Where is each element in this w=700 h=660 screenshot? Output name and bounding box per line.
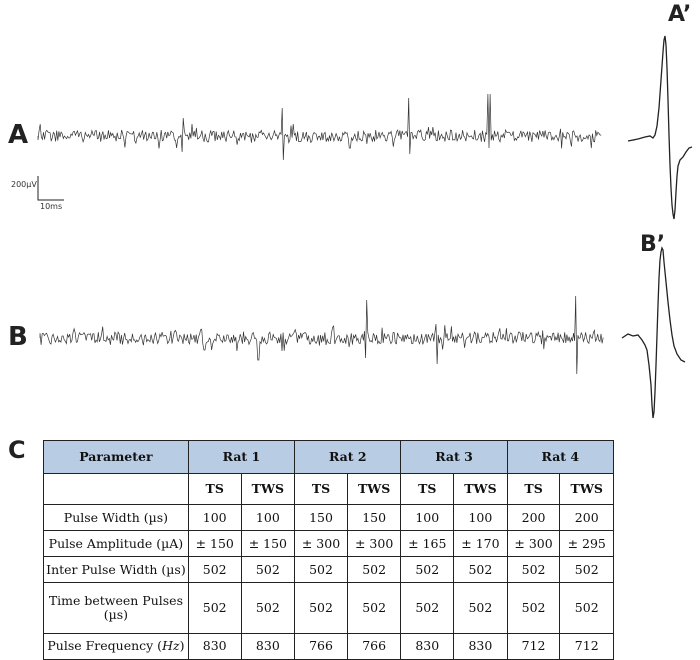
table-cell: ± 300 [507,531,560,557]
table-cell: ± 300 [347,531,401,557]
panel-label-c: C [8,436,26,464]
stimulation-parameters-table [43,440,614,660]
table-cell: 502 [560,557,614,583]
table-cell: 712 [560,633,614,659]
table-row [44,531,614,557]
table-cell: ± 170 [454,531,508,557]
table-cell: 502 [241,557,295,583]
row-label [44,633,189,659]
table-cell: 502 [295,557,348,583]
scale-bar-voltage-label: 200µV [11,180,37,189]
table-cell: 200 [560,505,614,531]
row-label: Inter Pulse Width (µs) [44,557,189,583]
spike-waveform-b-prime [622,248,685,418]
table-cell: 502 [347,583,401,634]
subheader-ts: TS [295,474,348,505]
table-cell: 100 [188,505,241,531]
table-cell: 502 [188,583,241,634]
row-label: Time between Pulses (µs) [44,583,189,634]
row-label: Pulse Width (µs) [44,505,189,531]
scale-bar [38,176,64,200]
table-cell: 766 [295,633,348,659]
table-cell: 502 [401,557,454,583]
header-rat-1: Rat 1 [188,441,294,474]
header-rat-2: Rat 2 [295,441,401,474]
subheader-tws: TWS [454,474,508,505]
table-cell: 830 [241,633,295,659]
table-row [44,505,614,531]
subheader-tws: TWS [560,474,614,505]
subheader-ts: TS [507,474,560,505]
header-parameter: Parameter [44,441,189,474]
table-cell: 502 [188,557,241,583]
table-cell: ± 300 [295,531,348,557]
table-cell: 712 [507,633,560,659]
subheader-ts: TS [188,474,241,505]
trace-b [40,296,603,374]
subheader-tws: TWS [241,474,295,505]
table-cell: 502 [347,557,401,583]
table-cell: ± 150 [241,531,295,557]
table-cell: 502 [401,583,454,634]
table-cell: 150 [295,505,348,531]
table-cell: 502 [560,583,614,634]
table-cell: 830 [401,633,454,659]
row-label-suffix: ) [179,638,185,654]
table-header-row [44,441,614,474]
table-cell: 150 [347,505,401,531]
table-cell: 502 [454,557,508,583]
table-cell: 766 [347,633,401,659]
panel-label-b: B [8,322,28,352]
table-row [44,633,614,659]
table-subheader-row [44,474,614,505]
table-cell: ± 165 [401,531,454,557]
row-label: Pulse Amplitude (µA) [44,531,189,557]
subheader-empty [44,474,189,505]
panel-label-b-prime: B’ [640,232,666,257]
header-rat-3: Rat 3 [401,441,507,474]
row-label-italic: Hz [162,638,180,654]
table-cell: ± 150 [188,531,241,557]
table-cell: 502 [454,583,508,634]
subheader-tws: TWS [347,474,401,505]
table-cell: 200 [507,505,560,531]
subheader-ts: TS [401,474,454,505]
table-cell: 830 [188,633,241,659]
panel-label-a-prime: A’ [668,2,692,27]
table-cell: 502 [295,583,348,634]
table-cell: 100 [401,505,454,531]
header-rat-4: Rat 4 [507,441,613,474]
table-cell: 502 [241,583,295,634]
table-row [44,557,614,583]
panel-label-a: A [8,120,29,150]
spike-waveform-a-prime [628,36,692,219]
table-cell: 502 [507,557,560,583]
row-label-prefix: Pulse Frequency ( [47,638,163,654]
table-cell: 830 [454,633,508,659]
table-cell: 100 [241,505,295,531]
table-cell: 100 [454,505,508,531]
trace-a [38,94,601,160]
scale-bar-time-label: 10ms [40,202,63,211]
table-cell: ± 295 [560,531,614,557]
table-cell: 502 [507,583,560,634]
table-row [44,583,614,634]
